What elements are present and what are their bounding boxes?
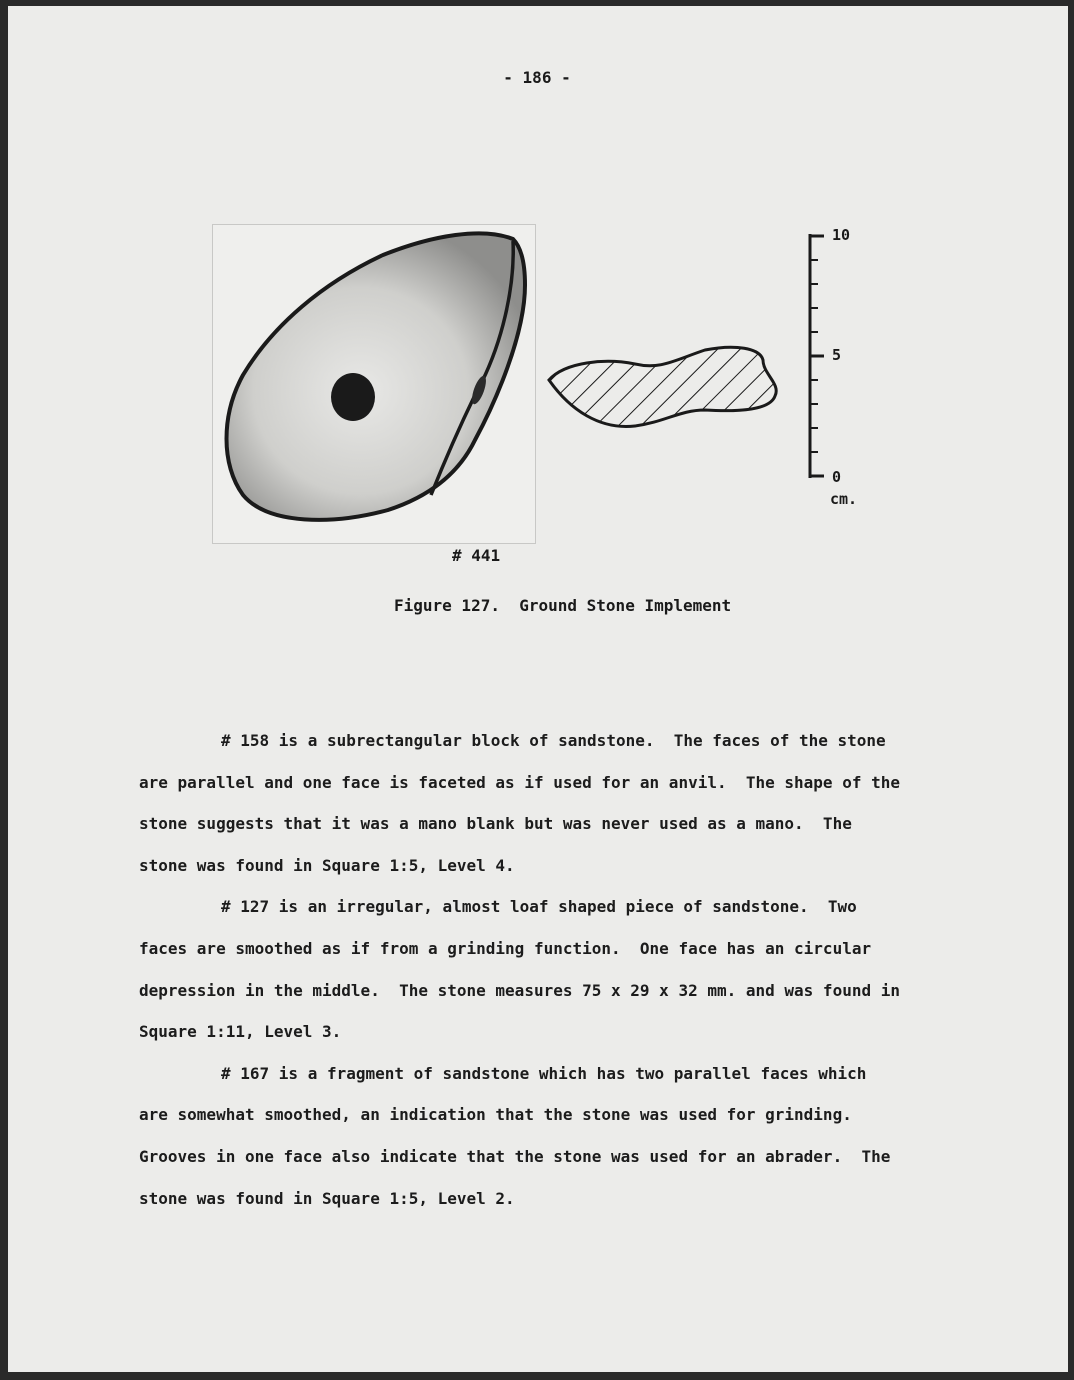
text-line: depression in the middle. The stone measures 75 x 29 x 32 mm. and was found in: [139, 980, 900, 1000]
text-line: stone was found in Square 1:5, Level 2.: [139, 1188, 515, 1208]
stone-outline: [227, 233, 526, 519]
scale-label-10: 10: [832, 226, 851, 244]
scale-label-5: 5: [832, 346, 842, 364]
text-line: # 158 is a subrectangular block of sandstone. The faces of the stone: [221, 731, 886, 750]
text-line: Grooves in one face also indicate that the stone was used for an abrader. The: [139, 1146, 891, 1166]
specimen-label: # 441: [452, 546, 501, 565]
paragraph: [139, 894, 979, 1060]
figure-caption: Figure 127. Ground Stone Implement: [394, 596, 732, 615]
cross-section-outline: [549, 347, 776, 426]
text-line: faces are smoothed as if from a grinding function. One face has an circular: [139, 938, 872, 958]
text-line: stone suggests that it was a mano blank but was never used as a mano. The: [139, 814, 852, 834]
text-line: Square 1:11, Level 3.: [139, 1022, 342, 1042]
text-line: # 167 is a fragment of sandstone which has two parallel faces which: [221, 1063, 867, 1083]
text-line: stone was found in Square 1:5, Level 4.: [139, 855, 515, 875]
text-line: are somewhat smoothed, an indication that the stone was used for grinding.: [139, 1105, 852, 1125]
text-line: # 127 is an irregular, almost loaf shaped piece of sandstone. Two: [221, 897, 857, 917]
text-line: are parallel and one face is faceted as if used for an anvil. The shape of the: [139, 772, 900, 792]
scale-bar: [800, 226, 830, 490]
paragraph: [139, 1061, 979, 1227]
stone-drawing: [213, 225, 535, 543]
paragraph: [139, 728, 979, 894]
page-number: - 186 -: [503, 68, 571, 87]
body-text: [139, 728, 979, 1227]
stone-depression: [331, 373, 375, 421]
scale-unit: cm.: [830, 490, 858, 508]
figure-panel: [212, 224, 536, 544]
scale-label-0: 0: [832, 468, 842, 486]
cross-section-drawing: [545, 340, 785, 444]
